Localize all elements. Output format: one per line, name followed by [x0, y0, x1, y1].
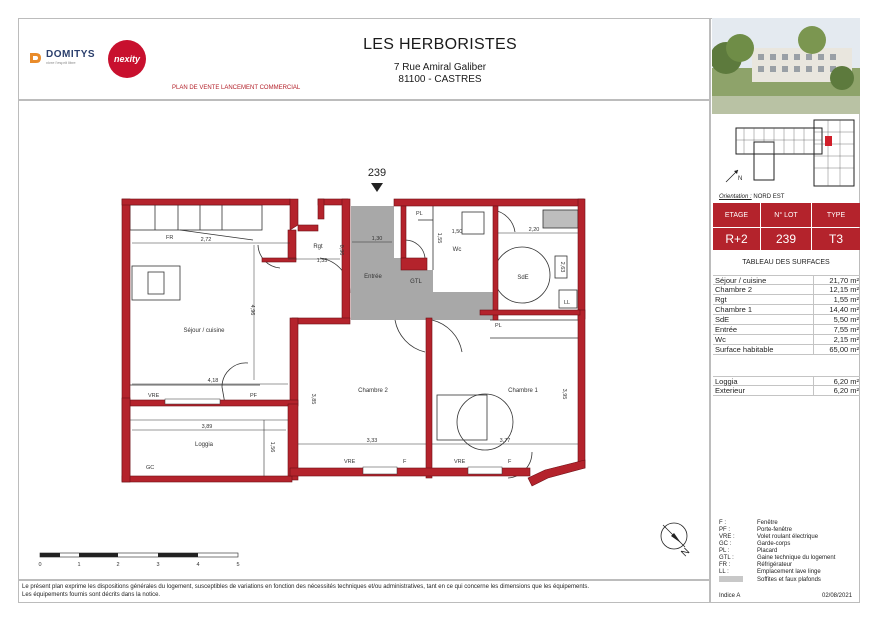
lot-value-number: 239	[761, 228, 811, 250]
dim-272: 2,72	[200, 237, 212, 243]
label-gc: GC	[146, 465, 155, 471]
room-label-rgt: Rgt	[313, 244, 323, 250]
address-line1: 7 Rue Amiral Galiber	[393, 62, 487, 73]
dim-263: 2,63	[559, 261, 565, 273]
lot-header-etage: ETAGE	[713, 203, 760, 227]
date-label: 02/08/2021	[822, 593, 853, 599]
surface-row: SdE 5,50 m²	[715, 315, 859, 324]
disclaimer-line1: Le présent plan exprime les dispositions générales du logement, susceptibles de variations en fonction des nécessités techniques et/ou administratives, tant en ce qui concerne les dimensions que les équipements.	[22, 584, 589, 590]
label-pl-2: PL	[495, 323, 502, 329]
label-f-2: F	[403, 459, 407, 465]
dim-156: 1,56	[269, 441, 275, 453]
surfaces-title: TABLEAU DES SURFACES	[742, 259, 830, 266]
dim-395: 3,95	[561, 388, 567, 400]
room-label-chambre2: Chambre 2	[358, 388, 388, 394]
domitys-tagline: vivre l'esprit libre	[46, 60, 76, 65]
label-fr: FR	[166, 235, 174, 241]
dim-130: 1,30	[371, 236, 383, 242]
room-label-gtl: GTL	[410, 279, 422, 285]
label-vre-1: VRE	[148, 393, 160, 399]
dining-table	[132, 266, 180, 300]
dim-150: 1,50	[451, 229, 463, 235]
orientation-label: Orientation :	[719, 194, 752, 200]
scale-bar	[40, 553, 238, 557]
dim-220: 2,20	[528, 227, 540, 233]
lot-marker-label: 239	[367, 167, 387, 179]
orientation-value: NORD EST	[753, 194, 785, 200]
scale-tick: 0	[38, 562, 42, 568]
room-label-loggia: Loggia	[194, 442, 214, 448]
dim-385: 3,85	[310, 393, 316, 405]
surface-row: Séjour / cuisine 21,70 m²	[715, 276, 859, 285]
plan-label: PLAN DE VENTE LANCEMENT COMMERCIAL	[172, 85, 301, 91]
disclaimer-line2: Les équipements fournis sont décrits dans la notice.	[22, 592, 161, 598]
surface-row: Chambre 2 12,15 m²	[715, 285, 859, 294]
domitys-name: DOMITYS	[46, 49, 96, 60]
room-label-sejour: Séjour / cuisine	[183, 328, 225, 334]
scale-tick: 3	[156, 562, 160, 568]
address-line2: 81100 - CASTRES	[398, 74, 482, 85]
index-label: Indice A	[719, 593, 741, 599]
surface-row: Chambre 1 14,40 m²	[715, 305, 859, 314]
dim-496: 4,96	[249, 304, 255, 316]
compass-icon	[661, 523, 687, 549]
scale-tick: 5	[236, 562, 240, 568]
label-ll: LL	[564, 300, 571, 306]
compass-north-letter: N	[679, 546, 693, 560]
lot-value-etage: R+2	[713, 228, 760, 250]
scale-tick: 1	[77, 562, 81, 568]
dim-418: 4,18	[207, 378, 219, 384]
dim-096: 0,96	[338, 244, 344, 256]
label-pl-1: PL	[416, 211, 423, 217]
kitchen-counter	[130, 205, 262, 230]
room-label-wc: Wc	[452, 247, 462, 253]
room-label-entree: Entrée	[364, 274, 382, 280]
dim-389: 3,89	[201, 424, 213, 430]
surface-row: Wc 2,15 m²	[715, 335, 859, 344]
surface-row-total: Surface habitable 65,00 m²	[715, 345, 859, 354]
sde-cabinet	[543, 210, 578, 228]
label-pf: PF	[250, 393, 258, 399]
dim-135: 1,35	[316, 258, 328, 264]
entrance-arrow-icon	[371, 183, 383, 192]
label-vre-3: VRE	[454, 459, 466, 465]
svg-text:N: N	[738, 176, 743, 182]
project-title: LES HERBORISTES	[363, 36, 517, 53]
nexity-name: nexity	[113, 54, 140, 64]
lot-header-type: TYPE	[812, 203, 860, 227]
lot-header-number: N° LOT	[761, 203, 811, 227]
lot-value-type: T3	[812, 228, 860, 250]
dim-377: 3,77	[499, 438, 511, 444]
surface-row: Rgt 1,55 m²	[715, 295, 859, 304]
surface-row: Entrée 7,55 m²	[715, 325, 859, 334]
dim-333: 3,33	[366, 438, 378, 444]
wc-bowl	[462, 212, 484, 234]
surface-row-loggia: Loggia 6,20 m²	[715, 377, 859, 386]
label-f-3: F	[508, 459, 512, 465]
room-label-sde: SdE	[517, 275, 529, 281]
surface-row-exterieur: Exterieur 6,20 m²	[715, 386, 859, 395]
scale-tick: 2	[116, 562, 120, 568]
scale-tick: 4	[196, 562, 200, 568]
label-vre-2: VRE	[344, 459, 356, 465]
room-label-chambre1: Chambre 1	[508, 388, 538, 394]
dim-155: 1,55	[436, 232, 442, 244]
